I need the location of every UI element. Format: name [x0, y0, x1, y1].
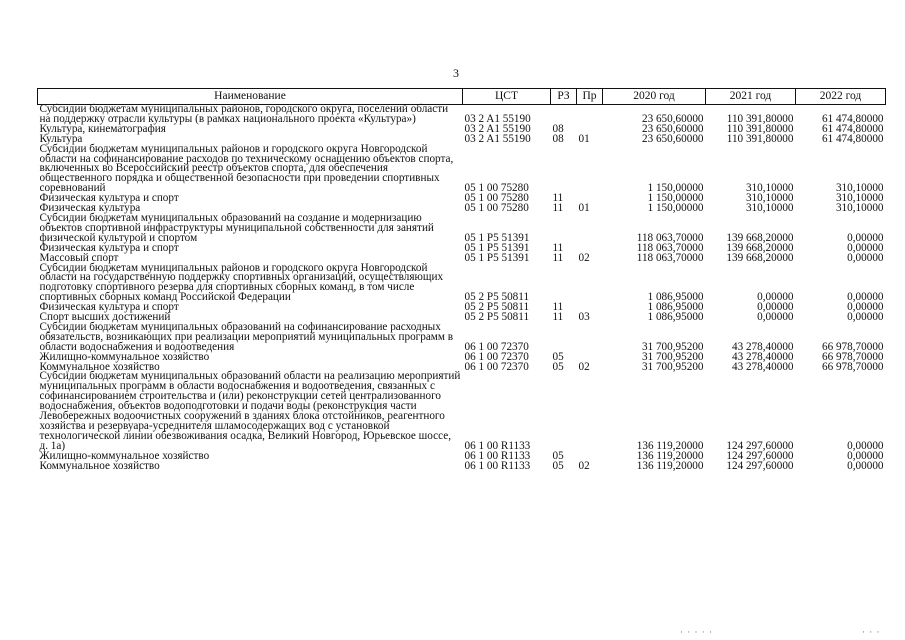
row-2022: 0,00000 [847, 291, 884, 304]
page-number: 3 [453, 66, 459, 80]
row-pr: 02 [578, 360, 590, 373]
row-cst: 05 2 P5 50811 [464, 301, 530, 314]
row-rz [551, 323, 577, 353]
row-2020: 23 650,60000 [641, 132, 704, 145]
row-rz [551, 264, 577, 304]
row-2021: 43 278,40000 [731, 350, 794, 363]
row-2020: 1 086,95000 [647, 301, 704, 314]
row-2020: 136 119,20000 [636, 449, 704, 462]
row-rz: 11 [552, 202, 564, 215]
header-2020: 2020 год [603, 89, 706, 105]
row-name: Физическая культура [39, 202, 141, 215]
row-rz: 05 [552, 459, 564, 472]
row-2021: 124 297,60000 [726, 449, 794, 462]
row-2022: 0,00000 [847, 251, 884, 264]
budget-table [37, 88, 886, 472]
row-name: Спорт высших достижений [39, 311, 171, 324]
row-name: Физическая культура и спорт [39, 301, 179, 314]
row-cst: 05 1 00 75280 [464, 202, 529, 215]
row-name: Субсидии бюджетам муниципальных образований области на реализацию мероприятий муниципальных программ в области водоснабжения и водоотведения, связанных с софинансированием строительства и (или) реконструкции сетей централизованного водоснабжения, объектов водоподготовки и подачи воды (реконструкция части Левобережных водоочистных сооружений в зданиях блока отстойников, реагентного хозяйства и резервуара-усреднителя шламосодержащих вод с установкой технологической линии обезвоживания осадка, Великий Новгород, Юрьевское шоссе, д. 1а) [39, 370, 461, 452]
row-pr [577, 372, 603, 451]
row-2021: 110 391,80000 [726, 122, 794, 135]
table-row [38, 145, 886, 195]
row-name: Физическая культура и спорт [39, 241, 179, 254]
row-rz: 11 [552, 192, 564, 205]
row-2020: 31 700,95200 [641, 360, 704, 373]
row-cst: 03 2 A1 55190 [464, 132, 531, 145]
row-pr: 03 [578, 311, 590, 324]
scan-mark: · · · · · [680, 627, 713, 637]
table-row [38, 264, 886, 304]
row-2021: 139 668,20000 [726, 241, 794, 254]
row-cst: 05 1 P5 51391 [464, 241, 530, 254]
row-pr: 02 [578, 251, 590, 264]
row-2022: 66 978,70000 [821, 350, 884, 363]
row-2022: 61 474,80000 [821, 132, 884, 145]
row-cst: 06 1 00 R1133 [464, 439, 531, 452]
row-2022: 66 978,70000 [821, 340, 884, 353]
row-pr: 01 [578, 202, 590, 215]
row-name: Субсидии бюджетам муниципальных образований на софинансирование расходных обязательств, возникающих при реализации мероприятий муниципальных программ в области водоснабжения и водоотведения [39, 320, 454, 353]
row-2020: 1 086,95000 [647, 311, 704, 324]
row-rz: 08 [552, 132, 564, 145]
row-2021: 0,00000 [757, 311, 794, 324]
row-pr: 02 [578, 459, 590, 472]
row-cst: 03 2 A1 55190 [464, 112, 531, 125]
row-2022: 0,00000 [847, 439, 884, 452]
row-name: Коммунальное хозяйство [39, 459, 160, 472]
row-2021: 0,00000 [757, 301, 794, 314]
row-rz: 05 [552, 360, 564, 373]
row-2022: 61 474,80000 [821, 122, 884, 135]
row-name: Культура, кинематография [39, 122, 166, 135]
row-2021: 110 391,80000 [726, 132, 794, 145]
row-pr [577, 105, 603, 125]
row-cst: 05 1 00 75280 [464, 182, 529, 195]
row-2020: 23 650,60000 [641, 112, 704, 125]
header-2021: 2021 год [706, 89, 796, 105]
row-2020: 1 150,00000 [647, 202, 704, 215]
row-rz [551, 214, 577, 244]
table-row [38, 462, 886, 472]
row-rz: 11 [552, 251, 564, 264]
row-name: Субсидии бюджетам муниципальных районов, городского округа, поселений области на поддержку отрасли культуры (в рамках национального проекта «Культура») [39, 103, 449, 125]
row-2022: 310,10000 [835, 192, 884, 205]
row-2020: 118 063,70000 [636, 251, 704, 264]
row-rz [551, 105, 577, 125]
row-2020: 1 150,00000 [647, 192, 704, 205]
row-cst: 05 1 P5 51391 [464, 231, 530, 244]
table-body [38, 105, 886, 472]
row-2021: 124 297,60000 [726, 439, 794, 452]
row-pr [577, 264, 603, 304]
row-2021: 310,10000 [745, 182, 794, 195]
row-name: Жилищно-коммунальное хозяйство [39, 449, 210, 462]
row-2022: 61 474,80000 [821, 112, 884, 125]
row-2020: 118 063,70000 [636, 231, 704, 244]
row-rz: 05 [552, 449, 564, 462]
header-rz: РЗ [551, 89, 577, 105]
table-row [38, 323, 886, 353]
row-pr [577, 145, 603, 195]
row-2022: 310,10000 [835, 182, 884, 195]
row-rz [551, 372, 577, 451]
row-2020: 136 119,20000 [636, 439, 704, 452]
row-cst: 05 2 P5 50811 [464, 311, 530, 324]
header-cst: ЦСТ [463, 89, 551, 105]
header-pr: Пр [577, 89, 603, 105]
row-cst: 05 1 00 75280 [464, 192, 529, 205]
row-2022: 0,00000 [847, 449, 884, 462]
row-name: Жилищно-коммунальное хозяйство [39, 350, 210, 363]
row-2020: 118 063,70000 [636, 241, 704, 254]
row-cst: 05 1 P5 51391 [464, 251, 530, 264]
row-2020: 31 700,95200 [641, 340, 704, 353]
row-2022: 0,00000 [847, 231, 884, 244]
row-rz: 11 [552, 311, 564, 324]
row-2021: 139 668,20000 [726, 251, 794, 264]
row-pr: 01 [578, 132, 590, 145]
row-2021: 310,10000 [745, 192, 794, 205]
scan-mark: · · · [862, 627, 881, 637]
row-2022: 0,00000 [847, 241, 884, 254]
row-2022: 0,00000 [847, 459, 884, 472]
row-cst: 05 2 P5 50811 [464, 291, 530, 304]
table-row [38, 372, 886, 451]
row-2021: 139 668,20000 [726, 231, 794, 244]
row-2022: 66 978,70000 [821, 360, 884, 373]
row-2021: 110 391,80000 [726, 112, 794, 125]
header-name: Наименование [38, 89, 463, 105]
row-rz: 05 [552, 350, 564, 363]
row-cst: 06 1 00 72370 [464, 360, 529, 373]
row-cst: 03 2 A1 55190 [464, 122, 531, 135]
row-pr [577, 323, 603, 353]
row-rz: 08 [552, 122, 564, 135]
row-cst: 06 1 00 72370 [464, 340, 529, 353]
row-cst: 06 1 00 R1133 [464, 449, 531, 462]
table-row [38, 105, 886, 125]
row-2020: 31 700,95200 [641, 350, 704, 363]
row-name: Коммунальное хозяйство [39, 360, 160, 373]
header-2022: 2022 год [796, 89, 886, 105]
row-2020: 23 650,60000 [641, 122, 704, 135]
row-2021: 124 297,60000 [726, 459, 794, 472]
row-2021: 43 278,40000 [731, 360, 794, 373]
row-2022: 310,10000 [835, 202, 884, 215]
row-cst: 06 1 00 72370 [464, 350, 529, 363]
row-name: Физическая культура и спорт [39, 192, 179, 205]
row-name: Субсидии бюджетам муниципальных районов и городского округа Новгородской области на софинансирование расходов по техническому оснащению объектов спорта, включенных во Всероссийский реестр объектов спорта, для обеспечения общественного порядка и общественной безопасности при проведении спортивных соревнований [39, 142, 454, 195]
row-rz: 11 [552, 301, 564, 314]
row-rz [551, 145, 577, 195]
row-rz: 11 [552, 241, 564, 254]
row-2021: 43 278,40000 [731, 340, 794, 353]
row-2020: 1 150,00000 [647, 182, 704, 195]
row-2020: 1 086,95000 [647, 291, 704, 304]
row-cst: 06 1 00 R1133 [464, 459, 531, 472]
table-row [38, 214, 886, 244]
row-2021: 0,00000 [757, 291, 794, 304]
row-2022: 0,00000 [847, 311, 884, 324]
row-name: Массовый спорт [39, 251, 119, 264]
row-pr [577, 214, 603, 244]
row-2020: 136 119,20000 [636, 459, 704, 472]
row-2021: 310,10000 [745, 202, 794, 215]
row-name: Субсидии бюджетам муниципальных образований на создание и модернизацию объектов спортивной инфраструктуры муниципальной собственности для занятий физической культурой и спортом [39, 211, 434, 244]
row-name: Субсидии бюджетам муниципальных районов и городского округа Новгородской области на государственную поддержку спортивных организаций, осуществляющих подготовку спортивного резерва для спортивных сборных команд, в том числе спортивных сборных команд Российской Федерации [39, 261, 444, 304]
row-2022: 0,00000 [847, 301, 884, 314]
row-name: Культура [39, 132, 83, 145]
